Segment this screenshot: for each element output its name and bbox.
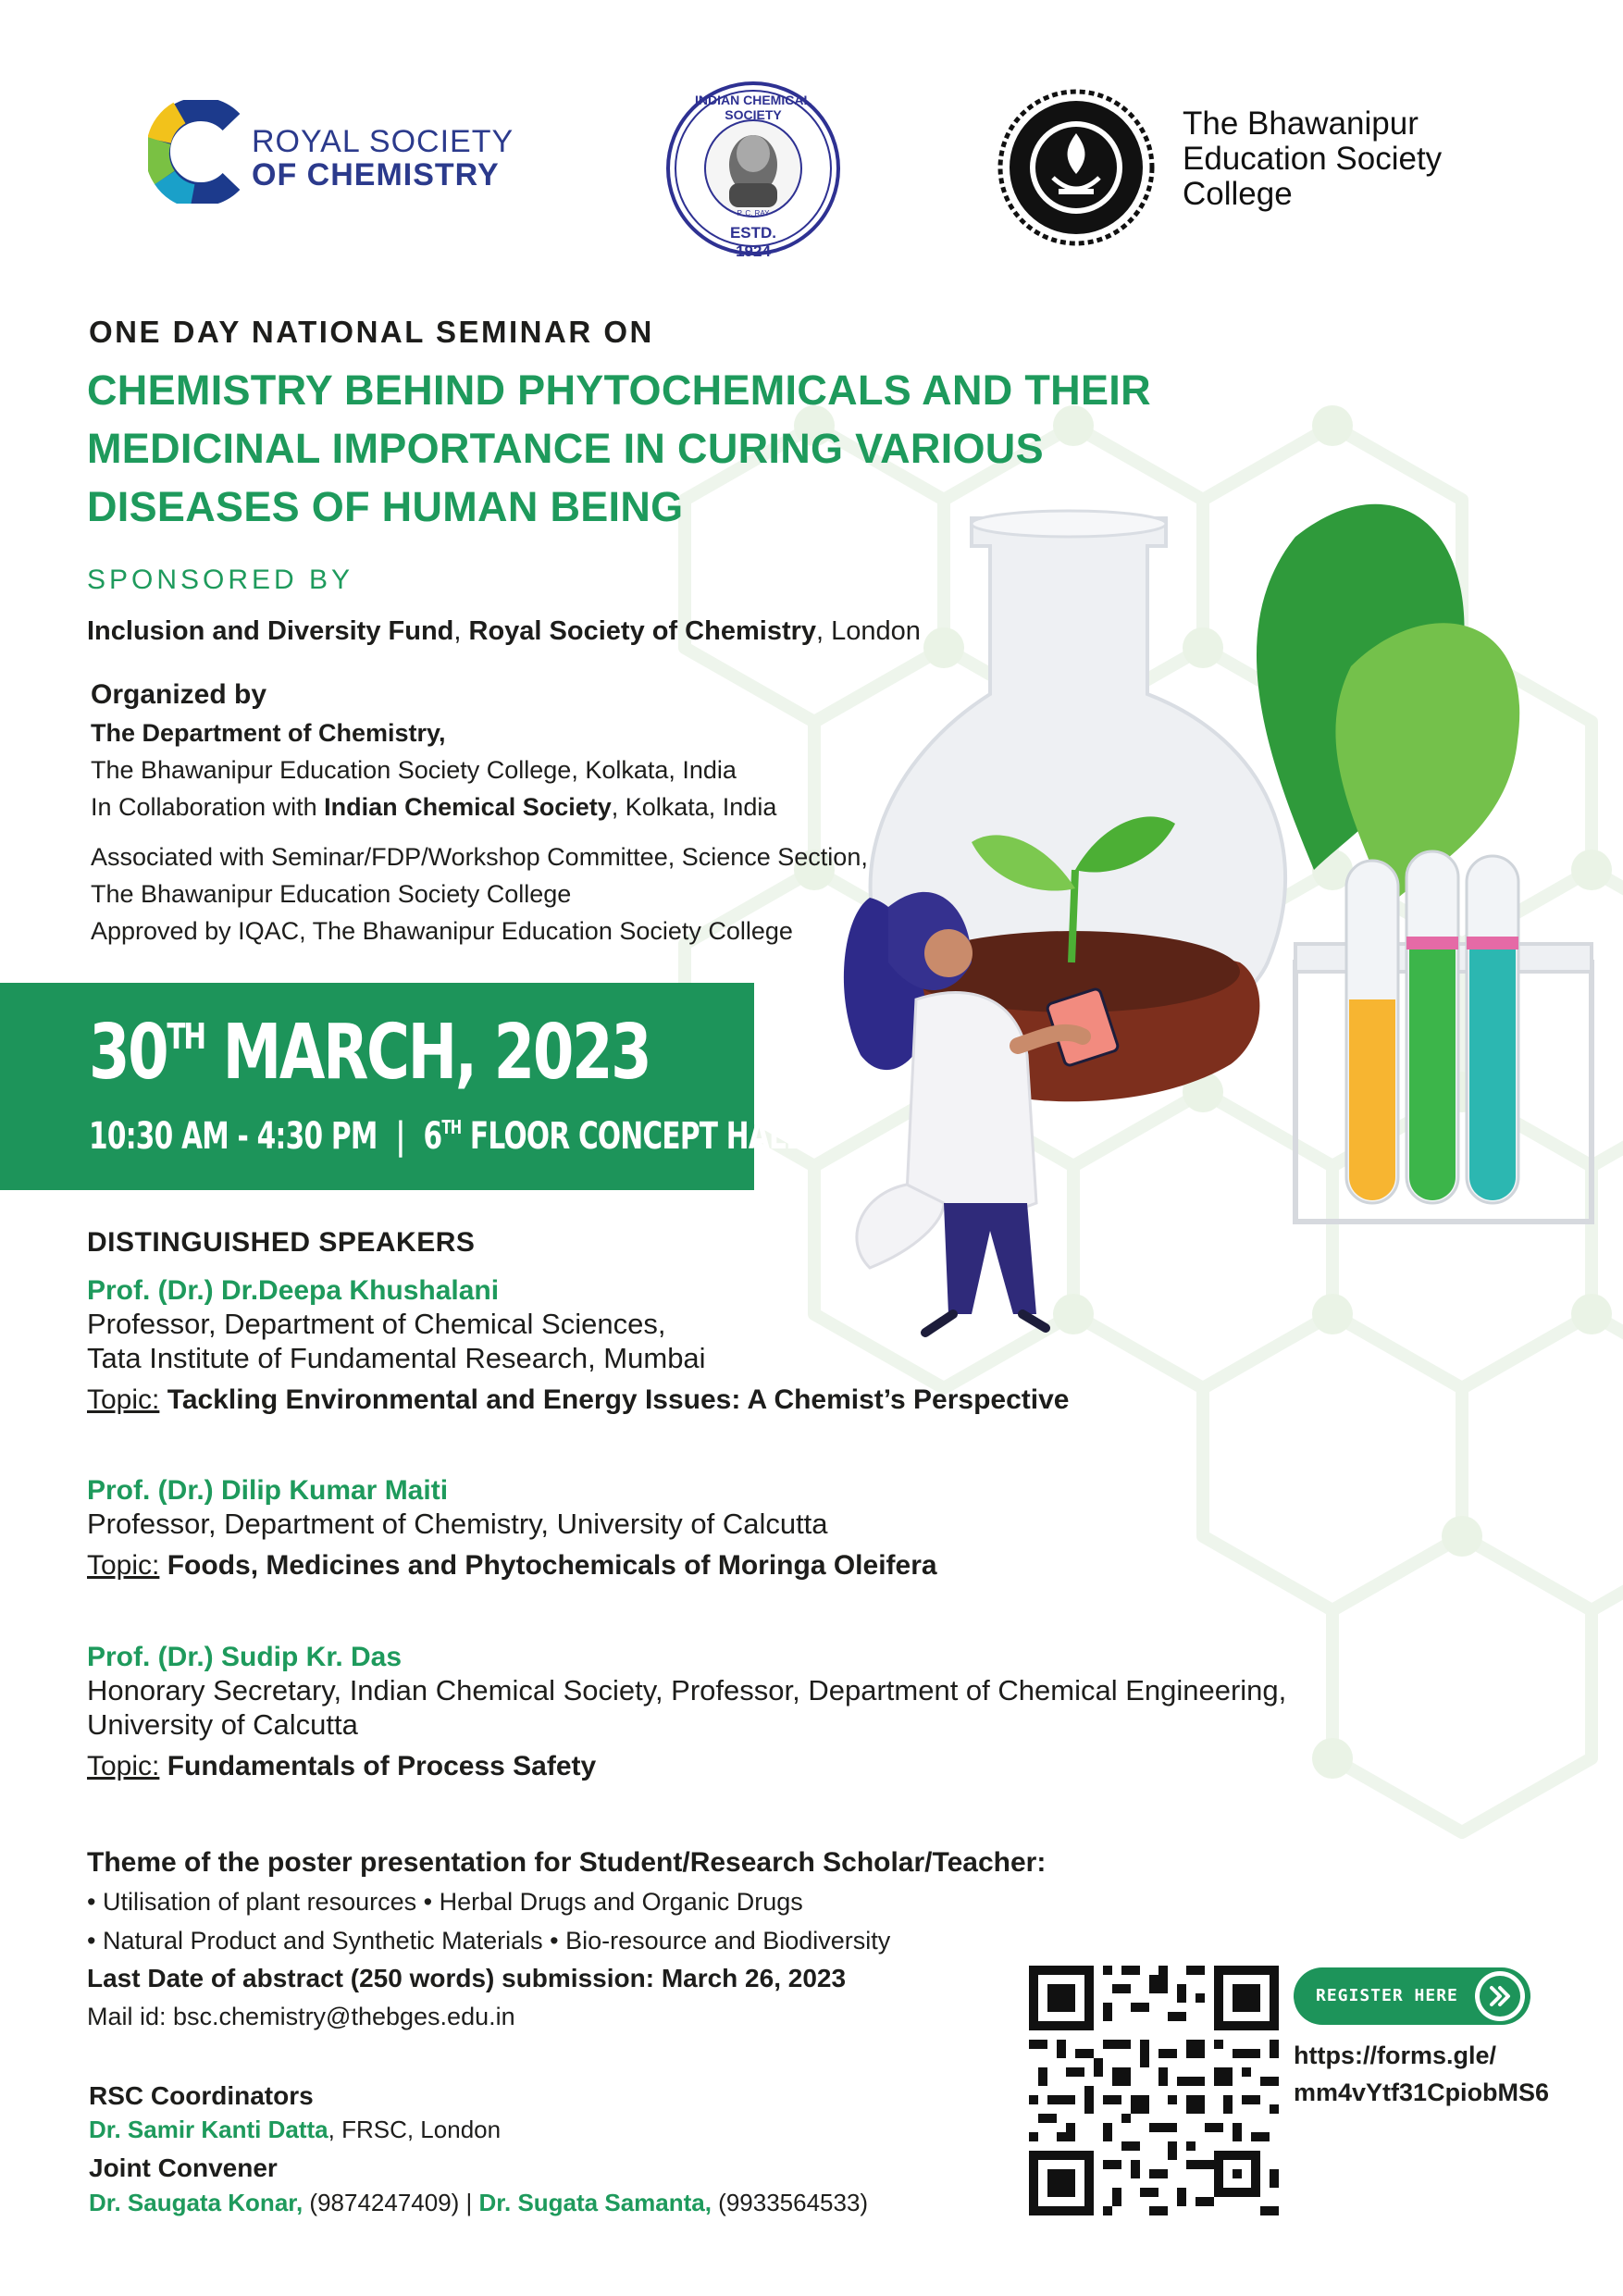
register-button-label: REGISTER HERE [1316, 1986, 1458, 2005]
assoc-line-1: Associated with Seminar/FDP/Workshop Committee, Science Section, [91, 843, 868, 871]
bes-name-line3: College [1183, 176, 1293, 212]
rsc-coordinator [89, 2114, 1033, 2146]
speaker-topic [87, 1384, 1382, 1416]
poster-heading: Theme of the poster presentation for Student/Research Scholar/Teacher: [87, 1847, 1047, 1878]
speaker-affiliation-2: University of Calcutta [87, 1708, 358, 1741]
title-line-1: CHEMISTRY BEHIND PHYTOCHEMICALS AND THEIR [87, 366, 1151, 414]
bes-name-line1: The Bhawanipur [1183, 105, 1419, 142]
organizer-label: Organized by [91, 679, 267, 710]
abstract-deadline: Last Date of abstract (250 words) submission: March 26, 2023 [87, 1964, 847, 1992]
poster-themes-row-1: • Utilisation of plant resources • Herbal Drugs and Organic Drugs [87, 1888, 803, 1916]
sponsor-society: Royal Society of Chemistry [468, 616, 817, 646]
event-floor-suffix: TH [441, 1116, 462, 1138]
topic-label: Topic: [87, 1550, 160, 1581]
organizer-dept: The Department of Chemistry, [91, 719, 446, 747]
chevron-double-right-icon [1475, 1971, 1525, 2021]
sponsor-fund: Inclusion and Diversity Fund [87, 616, 454, 646]
rsc-coordinator-suffix: , FRSC, London [328, 2116, 502, 2143]
joint-convener-label: Joint Convener [89, 2153, 278, 2182]
event-day: 30 [89, 1009, 167, 1097]
sponsor-place: , London [816, 616, 921, 646]
collab-prefix: In Collaboration with [91, 793, 325, 821]
speaker-affiliation-2: Tata Institute of Fundamental Research, Mumbai [87, 1342, 706, 1374]
topic-value: Fundamentals of Process Safety [167, 1751, 597, 1781]
sponsor-sep: , [453, 616, 469, 646]
ics-ring-bottom-text: ESTD. 1924 [729, 224, 777, 260]
topic-value: Foods, Medicines and Phytochemicals of Moringa Oleifera [167, 1550, 937, 1581]
bes-name-line2: Education Society [1183, 141, 1443, 177]
rsc-c-mark-icon [148, 100, 244, 204]
speaker-3 [87, 1642, 1475, 1782]
organizer-block [91, 676, 997, 949]
event-floor: 6 [423, 1115, 442, 1158]
joint-convener-2-phone: (9933564533) [711, 2189, 869, 2216]
joint-convener-1-name: Dr. Saugata Konar, [89, 2189, 304, 2216]
collab-suffix: , Kolkata, India [611, 793, 777, 821]
collab-name: Indian Chemical Society [324, 793, 612, 821]
poster-block [87, 1843, 1059, 2036]
rsc-logo [148, 100, 537, 211]
joint-conveners [89, 2187, 1033, 2219]
speaker-topic [87, 1550, 1382, 1582]
joint-convener-2-name: Dr. Sugata Samanta, [478, 2189, 712, 2216]
event-date [89, 1009, 650, 1097]
assoc-line-3: Approved by IQAC, The Bhawanipur Education Society College [91, 917, 793, 945]
organizer-collab [91, 788, 997, 825]
topic-label: Topic: [87, 1384, 160, 1415]
contact-mail: Mail id: bsc.chemistry@thebges.edu.in [87, 2003, 515, 2030]
organizer-college: The Bhawanipur Education Society College, Kolkata, India [91, 756, 737, 784]
event-sep: | [395, 1115, 405, 1158]
rsc-coordinator-name: Dr. Samir Kanti Datta [89, 2116, 328, 2143]
topic-label: Topic: [87, 1751, 160, 1781]
speaker-name: Prof. (Dr.) Dr.Deepa Khushalani [87, 1275, 500, 1306]
register-here-button[interactable] [1294, 1967, 1530, 2025]
assoc-line-2: The Bhawanipur Education Society College [91, 880, 572, 908]
ics-logo [664, 80, 842, 260]
seminar-kicker: ONE DAY NATIONAL SEMINAR ON [89, 315, 654, 349]
ics-portrait-caption: P. C. RAY [737, 209, 770, 217]
register-url-line-1[interactable]: https://forms.gle/ [1294, 2042, 1497, 2069]
speaker-name: Prof. (Dr.) Sudip Kr. Das [87, 1642, 403, 1672]
speaker-name: Prof. (Dr.) Dilip Kumar Maiti [87, 1475, 449, 1506]
rsc-name-line1: ROYAL SOCIETY [252, 124, 514, 159]
event-day-suffix: TH [167, 1016, 204, 1057]
sponsor-line [87, 616, 921, 647]
poster-themes-row-2: • Natural Product and Synthetic Materials • Bio-resource and Biodiversity [87, 1927, 891, 1955]
bes-ring-text [1010, 102, 1011, 103]
speaker-2 [87, 1475, 1382, 1582]
coordinators-block [89, 2079, 1033, 2219]
title-line-2: MEDICINAL IMPORTANCE IN CURING VARIOUS [87, 425, 1044, 472]
speaker-topic [87, 1751, 1475, 1782]
seminar-title [87, 361, 1151, 536]
sponsor-label: SPONSORED BY [87, 565, 354, 595]
event-time: 10:30 AM - 4:30 PM [89, 1115, 378, 1158]
registration-qr-code[interactable] [1029, 1966, 1279, 2215]
joint-convener-1-phone: (9874247409) | [303, 2189, 479, 2216]
topic-value: Tackling Environmental and Energy Issues: A Chemist’s Perspective [167, 1384, 1070, 1415]
event-venue: FLOOR CONCEPT HALL [461, 1115, 803, 1158]
rsc-name-line2: OF CHEMISTRY [252, 157, 500, 192]
speaker-affiliation-1: Professor, Department of Chemical Sciences, [87, 1308, 666, 1340]
speaker-1 [87, 1275, 1382, 1416]
register-url-line-2[interactable]: mm4vYtf31CpiobMS6 [1294, 2079, 1550, 2106]
event-time-venue [89, 1115, 802, 1158]
ics-ring-top-text: INDIAN CHEMICAL SOCIETY [695, 93, 812, 122]
rsc-coordinators-label: RSC Coordinators [89, 2081, 314, 2110]
speaker-affiliation-1: Honorary Secretary, Indian Chemical Society, Professor, Department of Chemical Engineering, [87, 1674, 1287, 1706]
event-month-year: MARCH, 2023 [204, 1009, 650, 1097]
bes-emblem-icon [997, 89, 1155, 246]
bes-logo [997, 89, 1516, 246]
title-line-3: DISEASES OF HUMAN BEING [87, 483, 684, 530]
speakers-heading: DISTINGUISHED SPEAKERS [87, 1227, 476, 1258]
speaker-affiliation-1: Professor, Department of Chemistry, University of Calcutta [87, 1508, 828, 1540]
